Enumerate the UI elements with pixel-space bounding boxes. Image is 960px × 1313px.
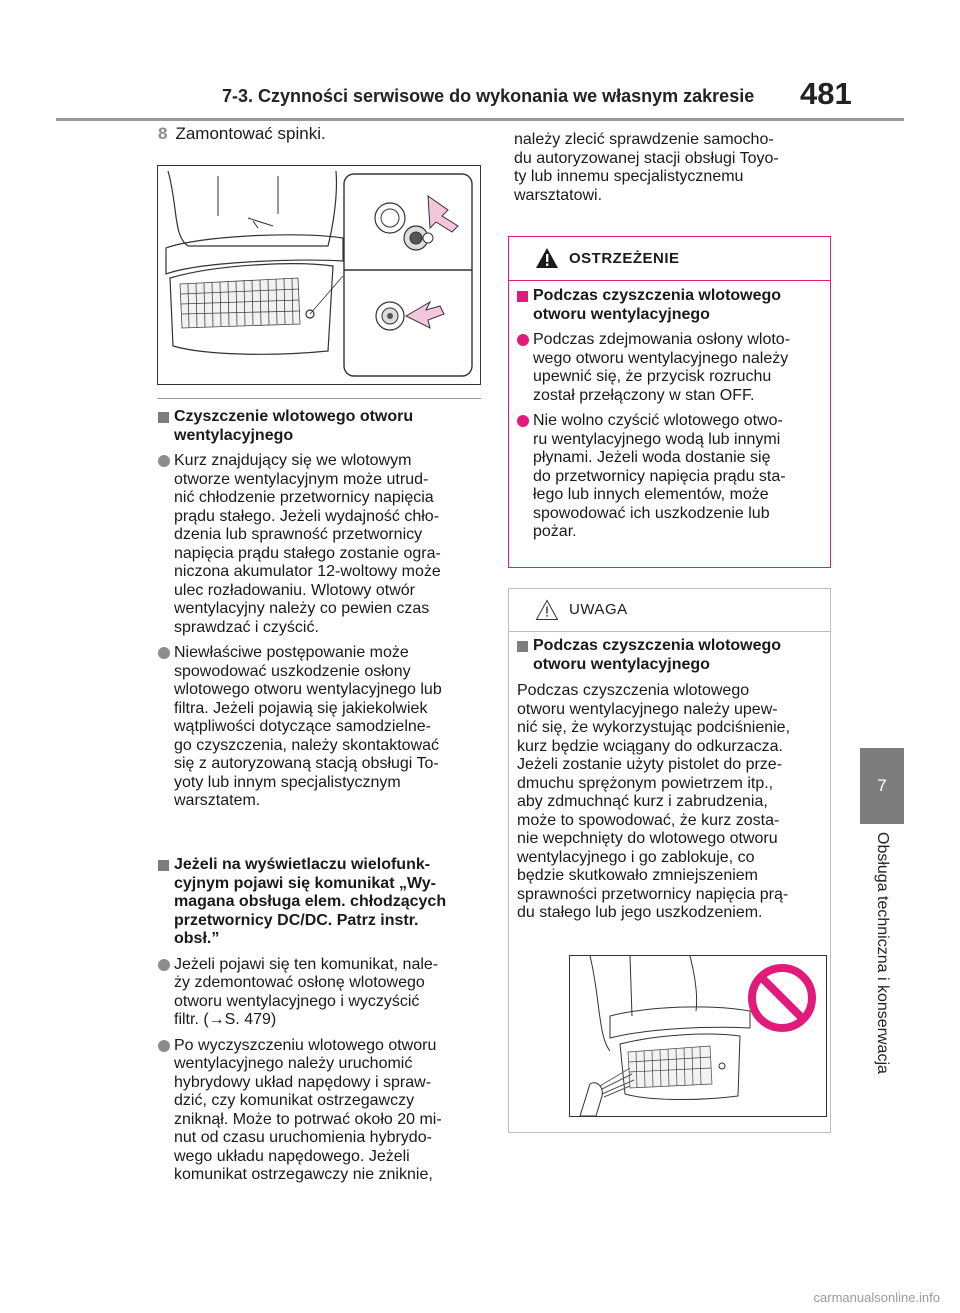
bullet-dust-cooling: Kurz znajdujący się we wlotowym otworze wentylacyjnym może utrud- nić chłodzenie przetwornicy napięcia prądu stałego. Jeżeli wydajność chło- dzenia lub sprawność przetwornicy napięcia prądu stałego zostanie ogra- niczona akumulator 12-woltowy może ulec rozładowaniu. Wlotowy otwór wentylacyjny należy co pewien czas sprawdzać i czyścić. [158, 452, 488, 637]
section-heading: Czyszczenie wlotowego otworu wentylacyjnego [158, 408, 488, 445]
notice-paragraph: Podczas czyszczenia wlotowego otworu wentylacyjnego należy upew- nić się, że wykorzystując podciśnienie, kurz będzie wciągany do odkurzacza. Jeżeli zostanie użyty pistolet do prze- dmuchu sprężonym powietrzem itp., aby zdmuchnąć kurz i zabrudzenia, może to spowodować, że kurz zosta- nie wepchnięty do wlotowego otworu wentylacyjnego i go zablokuje, co będzie skutkowało zmniejszeniem sprawności przetwornicy napięcia prą- du stałego lub jego uszkodzeniem. [517, 682, 791, 921]
air-gun-prohibited-drawing [570, 956, 826, 1116]
chapter-tab-label: Obsługa techniczna i konserwacja [874, 832, 891, 1074]
step-number: 8 [158, 124, 168, 143]
warning-heading: Podczas czyszczenia wlotowego otworu wentylacyjnego [517, 287, 829, 324]
air-gun-prohibited-illustration [569, 955, 827, 1117]
bullet-after-cleaning: Po wyczyszczeniu wlotowego otworu wentylacyjnego należy uruchomić hybrydowy układ napędowy i spraw- dzić, czy komunikat ostrzegawczy zniknął. Może to potrwać około 20 mi- nut od czasu uruchomienia hybrydo- wego układu napędowego. Jeżeli komunikat ostrzegawczy nie zniknie, [158, 1037, 488, 1185]
clip-installation-drawing [158, 166, 480, 384]
section-display-message [158, 856, 488, 1185]
warning-bullet-power-off: Podczas zdejmowania osłony wloto- wego otworu wentylacyjnego należy upewnić się, że przycisk rozruchu został przełączony w stan OFF. [517, 331, 829, 405]
prohibition-icon [752, 968, 812, 1028]
bullet-improper-handling: Niewłaściwe postępowanie może spowodować uszkodzenie osłony wlotowego otworu wentylacyjnego lub filtra. Jeżeli pojawią się jakiekolwiek wątpliwości dotyczące samodzielne- go czyszczenia, należy skontaktować się z autoryzowaną stacją obsługi To- yoty lub innym specjalistycznym warsztatem. [158, 644, 488, 811]
step-8 [158, 124, 326, 144]
continuation-text: należy zlecić sprawdzenie samocho- du autoryzowanej stacji obsługi Toyo- ty lub innemu specjalistycznemu warsztatowi. [514, 131, 779, 204]
section-heading: Jeżeli na wyświetlaczu wielofunk- cyjnym pojawi się komunikat „Wy- magana obsługa elem. chłodzących przetwornicy DC/DC. Patrz instr. obsł.” [158, 856, 488, 949]
notice-header [509, 589, 830, 632]
section-title: 7-3. Czynności serwisowe do wykonania we własnym zakresie [222, 86, 755, 106]
section-divider [157, 398, 481, 399]
watermark-text: carmanualsonline.info [813, 1290, 940, 1305]
warning-box [508, 236, 831, 568]
warning-bullet-no-water: Nie wolno czyścić wlotowego otwo- ru wentylacyjnego wodą lub innymi płynami. Jeżeli woda dostanie się do przetwornicy napięcia prądu sta- łego lub innych elementów, może spowodować ich uszkodzenie lub pożar. [517, 412, 829, 542]
warning-header [509, 237, 830, 281]
step-text: Zamontować spinki. [175, 124, 326, 143]
section-cleaning-intake [158, 408, 488, 811]
caution-triangle-icon [535, 599, 559, 621]
clip-installation-illustration [157, 165, 481, 385]
chapter-tab-number: 7 [860, 748, 904, 824]
notice-label: UWAGA [569, 601, 628, 618]
bullet-remove-cover: Jeżeli pojawi się ten komunikat, nale- ży zdemontować osłonę wlotowego otworu wentylacyjnego i wyczyścić filtr. (→S. 479) [158, 956, 488, 1030]
page-number: 481 [800, 76, 852, 111]
header-divider [56, 118, 904, 121]
notice-heading: Podczas czyszczenia wlotowego otworu wentylacyjnego [517, 637, 829, 674]
warning-triangle-icon [535, 247, 559, 269]
warning-label: OSTRZEŻENIE [569, 250, 680, 267]
